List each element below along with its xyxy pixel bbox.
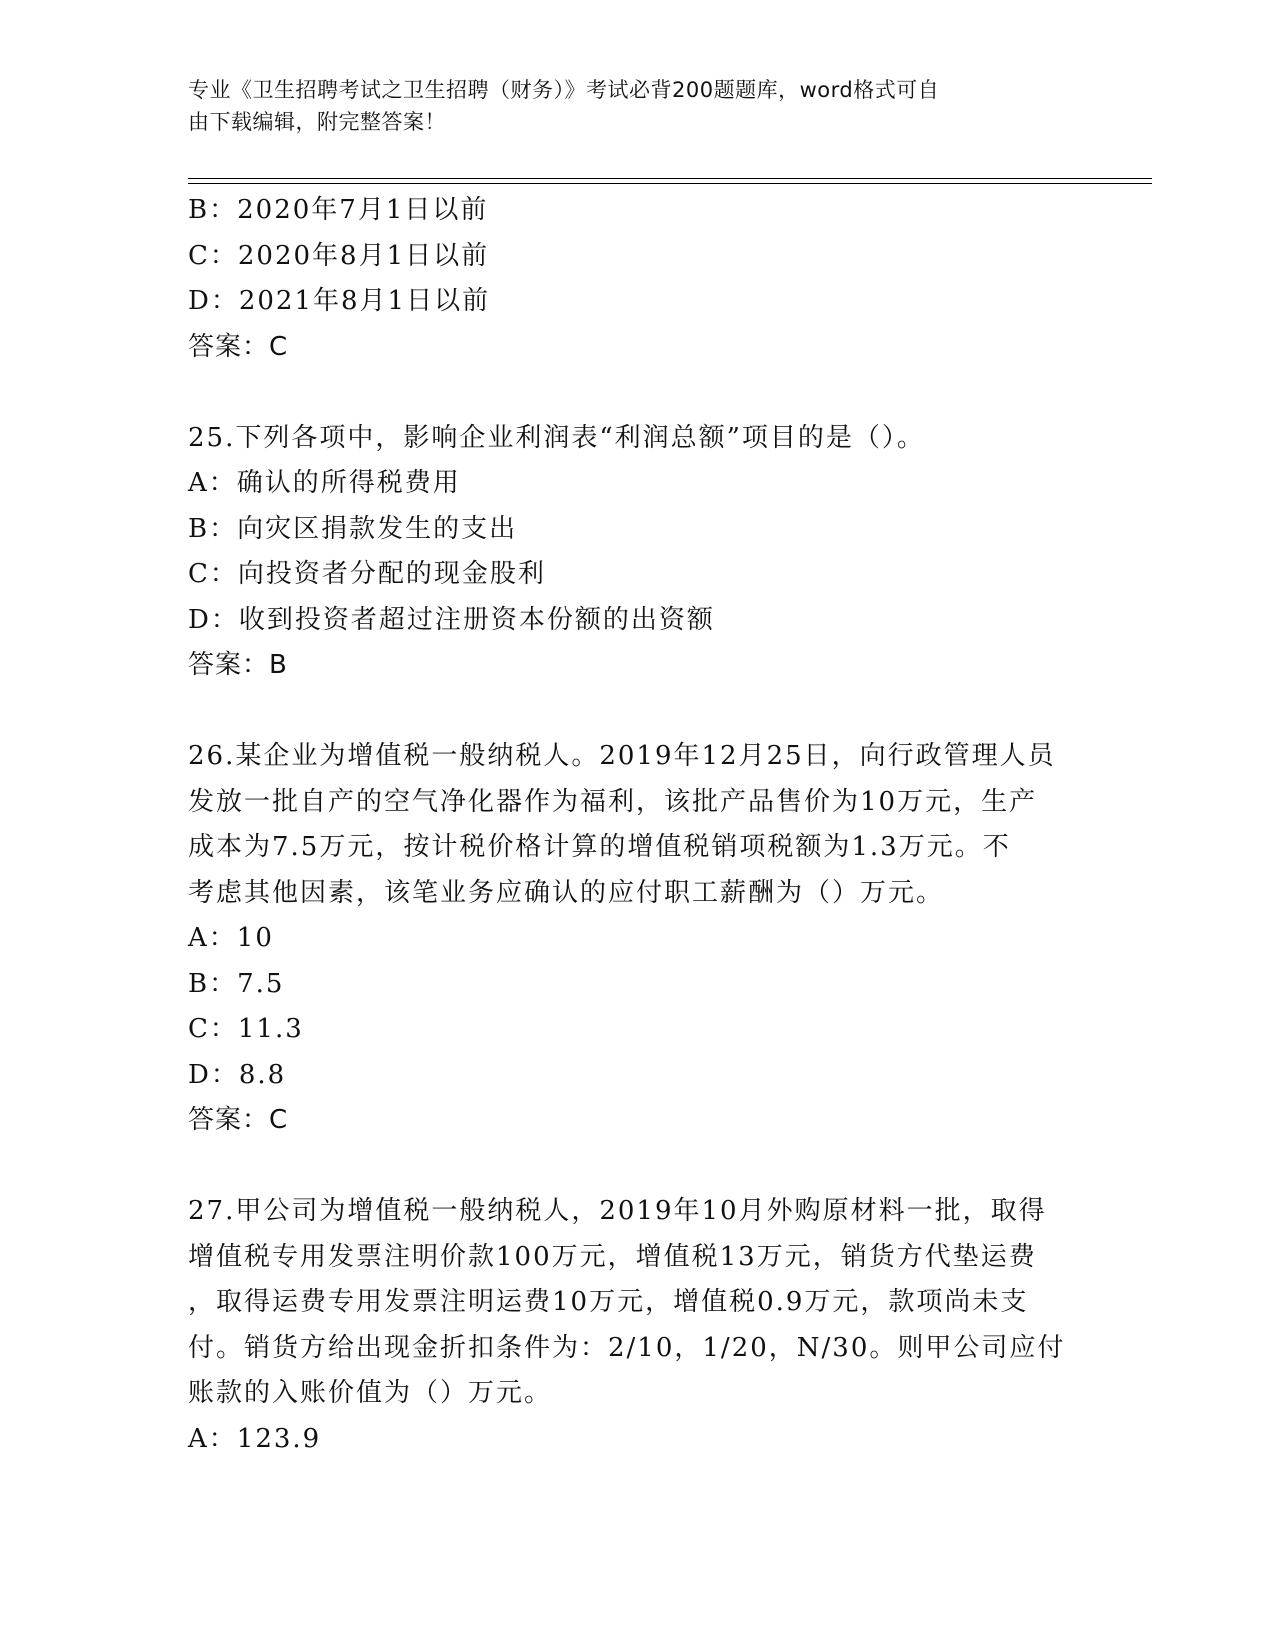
question-stem-line: ，取得运费专用发票注明运费10万元，增值税0.9万元，款项尚未支 xyxy=(188,1287,1029,1317)
option-c: C：向投资者分配的现金股利 xyxy=(188,559,546,589)
question-26 xyxy=(188,734,1088,1144)
answer: 答案：C xyxy=(188,331,289,362)
question-stem-line: 发放一批自产的空气净化器作为福利，该批产品售价为10万元，生产 xyxy=(188,786,1038,817)
option-a: A：确认的所得税费用 xyxy=(188,468,461,498)
question-stem-line: 增值税专用发票注明价款100万元，增值税13万元，销货方代垫运费 xyxy=(188,1241,1037,1272)
header-divider-top xyxy=(188,178,1152,179)
header-line-2: 由下载编辑，附完整答案！ xyxy=(188,110,446,134)
question-stem: 25.下列各项中，影响企业利润表“利润总额”项目的是（）。 xyxy=(188,422,925,453)
question-stem-line: 27.甲公司为增值税一般纳税人，2019年10月外购原材料一批，取得 xyxy=(188,1196,1047,1226)
question-stem-line: 26.某企业为增值税一般纳税人。2019年12月25日，向行政管理人员 xyxy=(188,741,1056,771)
option-d: D：2021年8月1日以前 xyxy=(188,286,491,316)
question-stem-line: 成本为7.5万元，按计税价格计算的增值税销项税额为1.3万元。不 xyxy=(188,832,1011,862)
question-25 xyxy=(188,416,1088,689)
spacer xyxy=(188,1144,1088,1190)
option-b: B：向灾区捐款发生的支出 xyxy=(188,513,518,544)
answer: 答案：C xyxy=(188,1105,289,1135)
option-d: D：8.8 xyxy=(188,1059,287,1090)
question-27 xyxy=(188,1189,1088,1462)
spacer xyxy=(188,370,1088,416)
option-a: A：10 xyxy=(188,923,274,953)
option-b: B：2020年7月1日以前 xyxy=(188,195,489,225)
option-c: C：2020年8月1日以前 xyxy=(188,240,490,271)
spacer xyxy=(188,689,1088,735)
option-c: C：11.3 xyxy=(188,1014,304,1044)
option-d: D：收到投资者超过注册资本份额的出资额 xyxy=(188,604,715,635)
question-stem-line: 付。销货方给出现金折扣条件为：2/10，1/20，N/30。则甲公司应付 xyxy=(188,1332,1066,1363)
option-a: A：123.9 xyxy=(188,1423,322,1454)
question-24-continued xyxy=(188,188,1088,370)
header-line-1: 专业《卫生招聘考试之卫生招聘（财务）》考试必背200题题库，word格式可自 xyxy=(188,78,940,102)
document-body xyxy=(188,188,1088,1462)
option-b: B：7.5 xyxy=(188,968,285,999)
answer: 答案：B xyxy=(188,650,288,680)
question-stem-line: 账款的入账价值为（）万元。 xyxy=(188,1378,553,1408)
document-header xyxy=(188,74,1068,138)
question-stem-line: 考虑其他因素，该笔业务应确认的应付职工薪酬为（）万元。 xyxy=(188,877,945,908)
header-divider-bottom xyxy=(188,183,1152,184)
